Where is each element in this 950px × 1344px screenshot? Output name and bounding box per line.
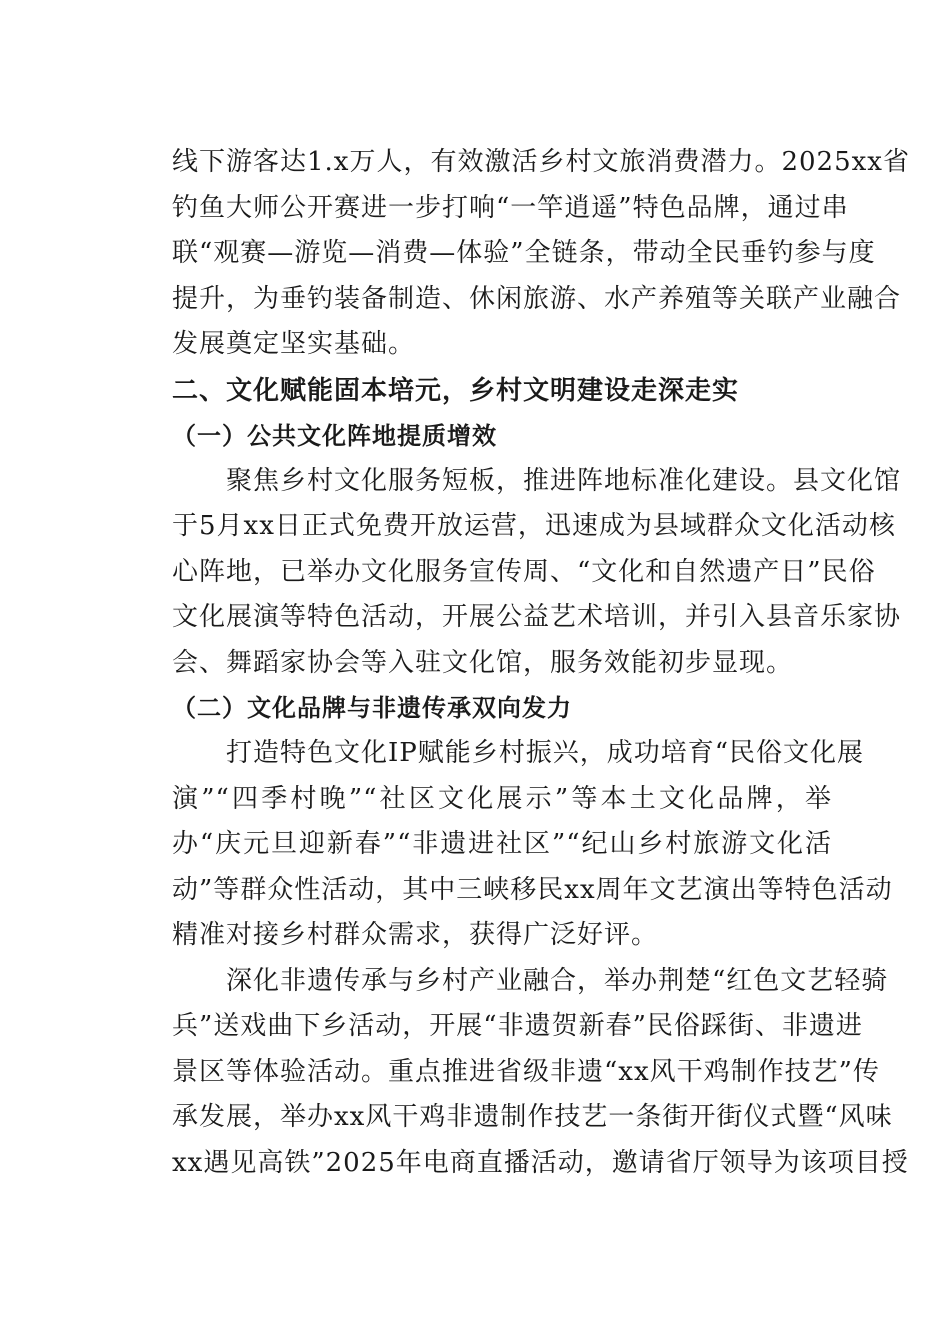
text-line: 于5月xx日正式免费开放运营，迅速成为县域群众文化活动核 — [172, 511, 896, 541]
text-line: 动”等群众性活动，其中三峡移民xx周年文艺演出等特色活动 — [172, 874, 893, 905]
text-line: 演”“四季村晚”“社区文化展示”等本土文化品牌，举 — [172, 783, 832, 814]
text-line: 精准对接乡村群众需求，获得广泛好评。 — [172, 920, 659, 950]
text-line: 打造特色文化IP赋能乡村振兴，成功培育“民俗文化展 — [226, 738, 865, 768]
text-line: 景区等体验活动。重点推进省级非遗“xx风干鸡制作技艺”传 — [172, 1056, 880, 1087]
text-line: 深化非遗传承与乡村产业融合，举办荆楚“红色文艺轻骑 — [226, 965, 889, 996]
subsection-heading-1: （一）公共文化阵地提质增效 — [172, 421, 497, 450]
text-line: 发展奠定坚实基础。 — [172, 329, 416, 359]
paragraph-tourism-consumption — [172, 140, 910, 368]
text-line: 会、舞蹈家协会等入驻文化馆，服务效能初步显现。 — [172, 647, 794, 678]
document-body — [172, 140, 910, 1186]
text-line: 文化展演等特色活动，开展公益艺术培训，并引入县音乐家协 — [172, 602, 902, 632]
text-line: 线下游客达1.x万人，有效激活乡村文旅消费潜力。2025xx省 — [172, 147, 910, 177]
text-line: 提升，为垂钓装备制造、休闲旅游、水产养殖等关联产业融合 — [172, 283, 902, 314]
text-line: 联“观赛—游览—消费—体验”全链条，带动全民垂钓参与度 — [172, 238, 876, 268]
text-line: 钓鱼大师公开赛进一步打响“一竿逍遥”特色品牌，通过串 — [172, 192, 849, 223]
text-line: 办“庆元旦迎新春”“非遗进社区”“纪山乡村旅游文化活 — [172, 829, 832, 859]
text-line: 承发展，举办xx风干鸡非遗制作技艺一条街开街仪式暨“风味 — [172, 1102, 893, 1132]
section-heading: 二、文化赋能固本培元，乡村文明建设走深走实 — [172, 375, 740, 406]
text-line: 心阵地，已举办文化服务宣传周、“文化和自然遗产日”民俗 — [172, 556, 876, 587]
paragraph-intangible-heritage — [172, 959, 909, 1187]
subsection-heading-2: （二）文化品牌与非遗传承双向发力 — [172, 694, 572, 722]
text-line: 兵”送戏曲下乡活动，开展“非遗贺新春”民俗踩街、非遗进 — [172, 1011, 863, 1041]
paragraph-cultural-brand — [172, 731, 893, 959]
paragraph-public-culture — [172, 459, 902, 687]
text-line: xx遇见高铁”2025年电商直播活动，邀请省厅领导为该项目授 — [172, 1147, 909, 1178]
text-line: 聚焦乡村文化服务短板，推进阵地标准化建设。县文化馆 — [226, 465, 902, 496]
